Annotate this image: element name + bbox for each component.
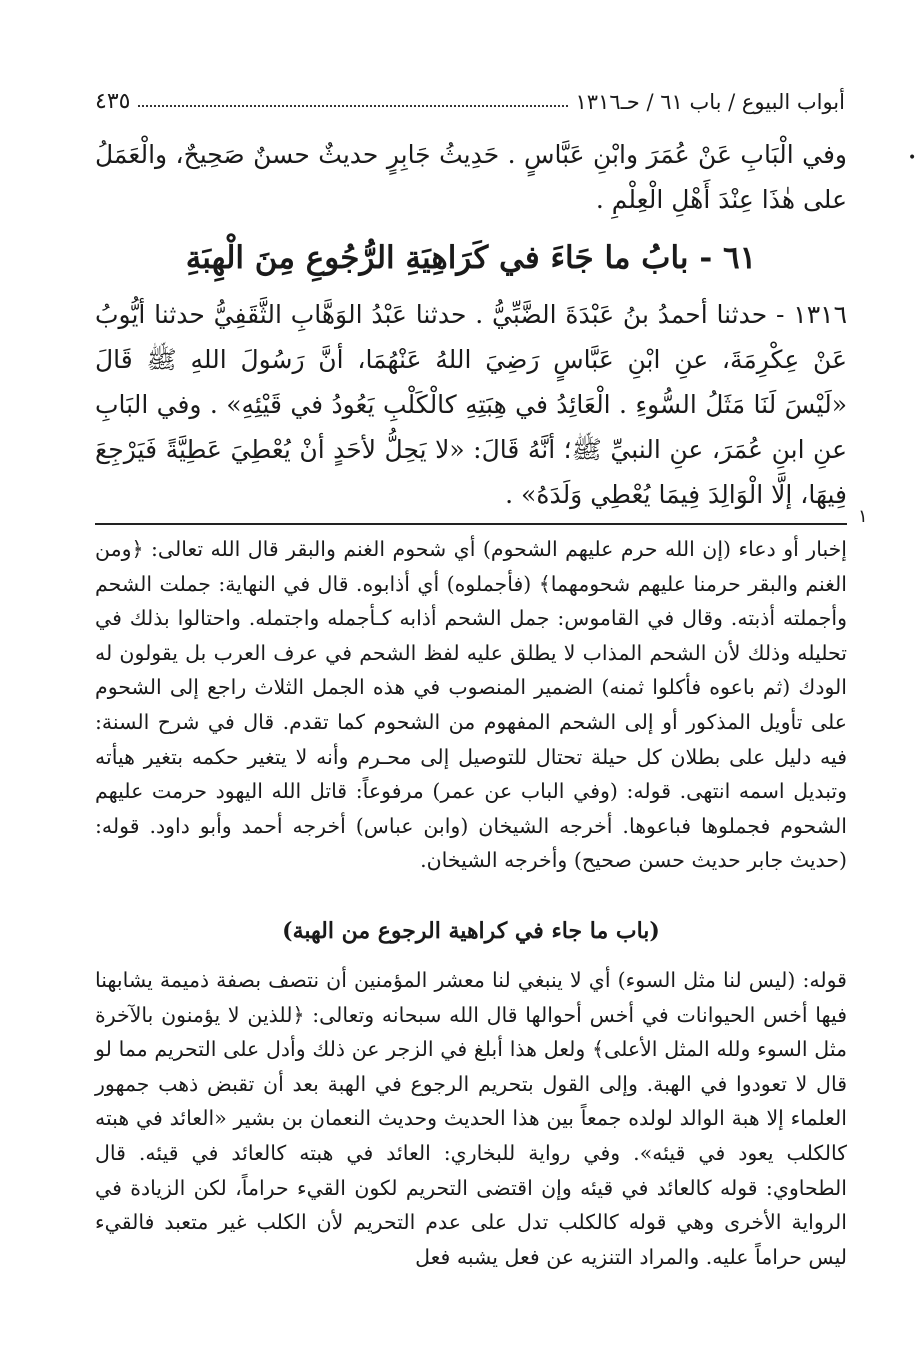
footnote-marker: ١	[858, 506, 868, 527]
commentary-sub-heading: (باب ما جاء في كراهية الرجوع من الهبة)	[282, 918, 660, 944]
hadith-paragraph-1: وفي الْبَابِ عَنْ عُمَرَ وابْنِ عَبَّاسٍ . حَدِيثُ جَابِرٍ حديثٌ حسنٌ صَحِيحٌ، والْعَمَلُ على هٰذَا عِنْدَ أَهْلِ الْعِلْمِ .	[95, 140, 847, 214]
hadith-paragraph-2: ١٣١٦ - حدثنا أحمدُ بنُ عَبْدَةَ الضَّبِّيُّ . حدثنا عَبْدُ الوَهَّابِ الثَّقَفِيُّ حدثنا أيُّوبُ عَنْ عِكْرِمَةَ، عنِ ابْنِ عَبَّاسٍ رَضِيَ اللهُ عَنْهُمَا، أنَّ رَسُولَ اللهِ ﷺ قَالَ «لَيْسَ لَنَا مَثَلُ السُّوءِ . الْعَائِدُ في هِبَتِهِ كالْكَلْبِ يَعُودُ في قَيْئِهِ» . وفي البَابِ عنِ ابنِ عُمَرَ، عنِ النبيِّ ﷺ؛ أنَّهُ قَالَ: «لا يَحِلُّ لأحَدٍ أنْ يُعْطِيَ عَطِيَّةً فَيَرْجِعَ فِيهَا، إلَّا الْوَالِدَ فِيمَا يُعْطِي وَلَدَهُ» .	[95, 300, 847, 509]
running-header	[95, 78, 845, 114]
commentary-paragraph-2: قوله: (ليس لنا مثل السوء) أي لا ينبغي لنا معشر المؤمنين أن نتصف بصفة ذميمة يشابهنا فيها أخس الحيوانات في أخس أحوالها قال الله سبحانه وتعالى: ﴿للذين لا يؤمنون بالآخرة مثل السوء ولله المثل الأعلى﴾ ولعل هذا أبلغ في الزجر عن ذلك وأدل على التحريم مما لو قال لا تعودوا في الهبة. وإلى القول بتحريم الرجوع في الهبة بعد أن تقبض ذهب جمهور العلماء إلا هبة الوالد لولده جمعاً بين هذا الحديث وحديث النعمان بن بشير «العائد في هبته كالكلب يعود في قيئه». وفي رواية للبخاري: العائد في هبته كالعائد في قيئه. قال الطحاوي: قوله كالعائد في قيئه وإن اقتضى التحريم لكون القيء حراماً، لكن الزيادة في الرواية الأخرى وهي قوله كالكلب تدل على عدم التحريم لأن الكلب غير متعبد فالقيء ليس حراماً عليه. والمراد التنزيه عن فعل يشبه فعل	[95, 968, 847, 1269]
dotted-leader	[138, 105, 567, 107]
header-title: أبواب البيوع / باب ٦١ / حـ١٣١٦	[575, 90, 845, 114]
margin-dot: •	[908, 150, 917, 166]
commentary-paragraph-1: إخبار أو دعاء (إن الله حرم عليهم الشحوم) أي شحوم الغنم والبقر قال الله تعالى: ﴿ومن الغنم والبقر حرمنا عليهم شحومهما﴾ (فأجملوه) أي أذابوه. قال في النهاية: جملت الشحم وأجملته أذبته. وقال في القاموس: جمل الشحم أذابه كـأجمله واجتمله. واحتالوا بذلك في تحليله وذلك لأن الشحم المذاب لا يطلق عليه لفظ الشحم في عرف العرب بل يقولون له الودك (ثم باعوه فأكلوا ثمنه) الضمير المنصوب في هذه الجمل الثلاث راجع إلى الشحوم على تأويل المذكور أو إلى الشحم المفهوم من الشحوم كما تقدم. قال في شرح السنة: فيه دليل على بطلان كل حيلة تحتال للتوصيل إلى محـرم وأنه لا يتغير حكمه بتغير هيأته وتبديل اسمه انتهى. قوله: (وفي الباب عن عمر) مرفوعاً: قاتل الله اليهود حرمت عليهم الشحوم فجملوها فباعوها. أخرجه الشيخان (وابن عباس) أخرجه أحمد وأبو داود. قوله: (حديث جابر حديث حسن صحيح) وأخرجه الشيخان.	[95, 537, 847, 873]
section-divider	[95, 523, 847, 525]
page-number: ٤٣٥	[95, 89, 131, 114]
chapter-heading: ٦١ - بابُ ما جَاءَ في كَرَاهِيَةِ الرُّجُوعِ مِنَ الْهِبَةِ	[185, 240, 757, 276]
